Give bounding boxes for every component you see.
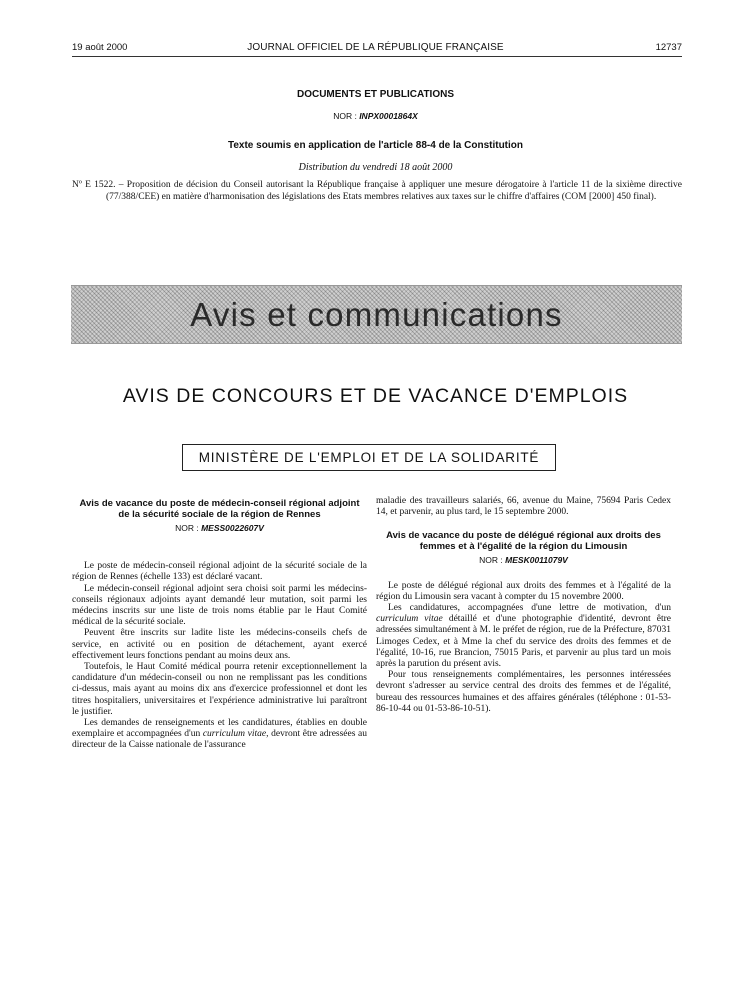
nor-label: NOR : (333, 111, 357, 121)
paragraph: Le poste de délégué régional aux droits des femmes et à l'égalité de la région du Limousin sera vacant à compter du 15 novembre 2000. (376, 580, 671, 602)
nor-code: MESS0022607V (201, 523, 264, 533)
header-page-number: 12737 (655, 42, 682, 53)
texte-soumis-heading: Texte soumis en application de l'article 88-4 de la Constitution (227, 140, 524, 151)
header-date: 19 août 2000 (72, 42, 128, 53)
section-banner (71, 285, 682, 344)
notice-nor (376, 555, 671, 566)
nor-code: MESK0011079V (505, 555, 568, 566)
notice-title: Avis de vacance du poste de délégué régional aux droits des femmes et à l'égalité de la région du Limousin (386, 530, 661, 553)
paragraph: Peuvent être inscrits sur ladite liste les médecins-conseils chefs de service, en activité ou en position de détachement, ayant exercé effectivement leurs fonctions pendant au moins deux ans. (72, 628, 367, 661)
italic-text: curriculum vitae (376, 614, 443, 625)
paragraph: Le poste de médecin-conseil régional adjoint de la sécurité sociale de la région de Rennes (échelle 133) est déclaré vacant. (72, 561, 367, 583)
column-right (376, 496, 671, 715)
paragraph: Toutefois, le Haut Comité médical pourra retenir exceptionnellement la candidature d'un médecin-conseil ou non ne remplissant pas les conditions ci-dessus, mais ayant au moins dix ans d'exercice professionnel et dont les titres hospitaliers, universitaires et l'expérience administrative lui paraîtront le justifier. (72, 662, 367, 717)
paragraph: Le médecin-conseil régional adjoint sera choisi soit parmi les médecins-conseils régionaux adjoints ayant demandé leur mutation, soit parmi les médecins inscrits sur une liste de trois noms établie par le Haut Comité médical de la sécurité sociale. (72, 583, 367, 628)
paragraph: Pour tous renseignements complémentaires, les personnes intéressées devront s'adresser au service central des droits des femmes et de l'égalité, bureau des ressources humaines et des affaires générales (téléphone : 01-53-86-10-44 ou 01-53-86-10-51). (376, 670, 671, 714)
text: Les candidatures, accompagnées d'une lettre de motivation, d'un (388, 603, 671, 614)
column-left (72, 498, 367, 752)
banner-title: Avis et communications (190, 296, 563, 333)
paragraph (376, 603, 671, 670)
ministry-box (182, 444, 556, 471)
text: Les demandes de renseignements et les candidatures, établies en double exemplaire et accompagnées d'un (72, 718, 367, 740)
text: devront être adressées au directeur de la Caisse nationale de l'assurance (72, 729, 368, 751)
distribution-date: Distribution du vendredi 18 août 2000 (298, 162, 453, 173)
section-heading: AVIS DE CONCOURS ET DE VACANCE D'EMPLOIS (122, 385, 629, 407)
paragraph (72, 718, 367, 752)
documents-title: DOCUMENTS ET PUBLICATIONS (296, 89, 455, 100)
nor-label: NOR : (175, 523, 199, 533)
text: détaillé et d'une photographie d'identité, devront être adressées simultanément à M. le préfet de région, rue de la Préfecture, 87031 Limoges Cedex, et à Mme la chef du service des droits des femmes et de l'égalité, 10-16, rue Brancion, 75015 Paris, et parvenir au plus tard un mois après la parution du présent avis. (376, 614, 671, 670)
document-entry (72, 180, 682, 203)
paragraph-continued: maladie des travailleurs salariés, 66, avenue du Maine, 75694 Paris Cedex 14, et parvenir, au plus tard, le 15 septembre 2000. (376, 496, 671, 518)
notice-nor (72, 523, 367, 534)
nor-label: NOR : (479, 555, 503, 566)
document-entry-text: Nº E 1522. – Proposition de décision du Conseil autorisant la République française à appliquer une mesure dérogatoire à l'article 11 de la sixième directive (77/388/CEE) en matière d'harmonisation des législations des Etats membres relatives aux taxes sur le chiffre d'affaires (COM [2000] 450 final). (72, 180, 682, 202)
italic-text: curriculum vitae, (202, 729, 269, 740)
documents-nor (0, 111, 751, 121)
header-journal-title: JOURNAL OFFICIEL DE LA RÉPUBLIQUE FRANÇAISE (247, 42, 504, 53)
nor-code: INPX0001864X (359, 111, 418, 121)
ministry-title: MINISTÈRE DE L'EMPLOI ET DE LA SOLIDARITÉ (198, 450, 540, 465)
notice-title: Avis de vacance du poste de médecin-conseil régional adjoint de la sécurité sociale de la région de Rennes (79, 498, 360, 520)
header-rule (72, 56, 682, 57)
